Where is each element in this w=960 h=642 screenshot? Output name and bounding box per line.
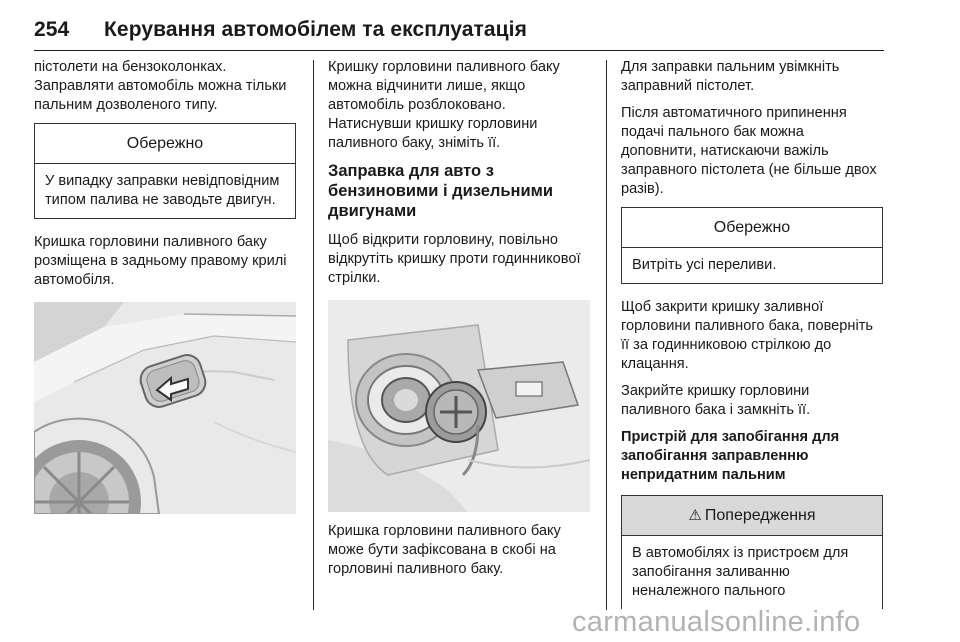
page-header: [34, 18, 527, 42]
column-2: [328, 58, 590, 587]
caution-text: Витріть усі переливи.: [632, 257, 777, 273]
column-1: [34, 58, 296, 524]
caution-box: [621, 207, 883, 284]
caution-title: Обережно: [622, 208, 882, 248]
warning-title-row: [622, 496, 882, 536]
paragraph: Кришка горловини паливного баку розміщена в задньому правому крилі автомобіля.: [34, 234, 287, 288]
warning-text: В автомобілях із пристроєм для запобігання заливанню неналежного пального: [632, 545, 849, 599]
paragraph: Кришка горловини паливного баку може бути зафіксована в скобі на горловині паливного баку.: [328, 523, 561, 577]
paragraph: Щоб закрити кришку заливної горловини паливного бака, поверніть її за годинниковою стрілкою до клацання.: [621, 299, 873, 372]
warning-triangle-icon: ⚠: [688, 507, 702, 524]
section-heading: Заправка для авто з бензиновими і дизельними двигунами: [328, 162, 553, 220]
column-3: [621, 58, 883, 623]
caution-text: У випадку заправки невідповідним типом палива не заводьте двигун.: [45, 173, 280, 208]
car-fuel-flap-illustration: [34, 302, 296, 514]
paragraph: Після автоматичного припинення подачі пального бак можна доповнити, натискаючи важіль заправного пістолета (не більше двох разів).: [621, 105, 877, 197]
warning-box: [621, 495, 883, 609]
page-number: 254: [34, 18, 70, 41]
paragraph: Для заправки пальним увімкніть заправний пістолет.: [621, 59, 840, 94]
watermark: carmanualsonline.info: [572, 606, 861, 638]
warning-title: Попередження: [704, 507, 816, 524]
paragraph: Щоб відкрити горловину, повільно відкрутіть кришку проти годинникової стрілки.: [328, 232, 581, 286]
paragraph: Кришку горловини паливного баку можна відчинити лише, якщо автомобіль розблоковано. Натиснувши кришку горловини паливного баку, зніміть її.: [328, 59, 560, 151]
column-divider: [313, 60, 314, 610]
paragraph: Закрийте кришку горловини паливного бака і замкніть її.: [621, 383, 811, 418]
caution-title: Обережно: [35, 124, 295, 164]
column-divider: [606, 60, 607, 610]
header-rule: [34, 50, 884, 51]
fuel-filler-cap-illustration: [328, 300, 590, 512]
paragraph: пістолети на бензоколонках. Заправляти автомобіль можна тільки пальним дозволеного типу.: [34, 59, 287, 113]
section-heading: Пристрій для запобігання для запобігання заправленню непридатним пальним: [621, 429, 840, 483]
caution-box: [34, 123, 296, 219]
page-title: Керування автомобілем та експлуатація: [104, 18, 527, 41]
